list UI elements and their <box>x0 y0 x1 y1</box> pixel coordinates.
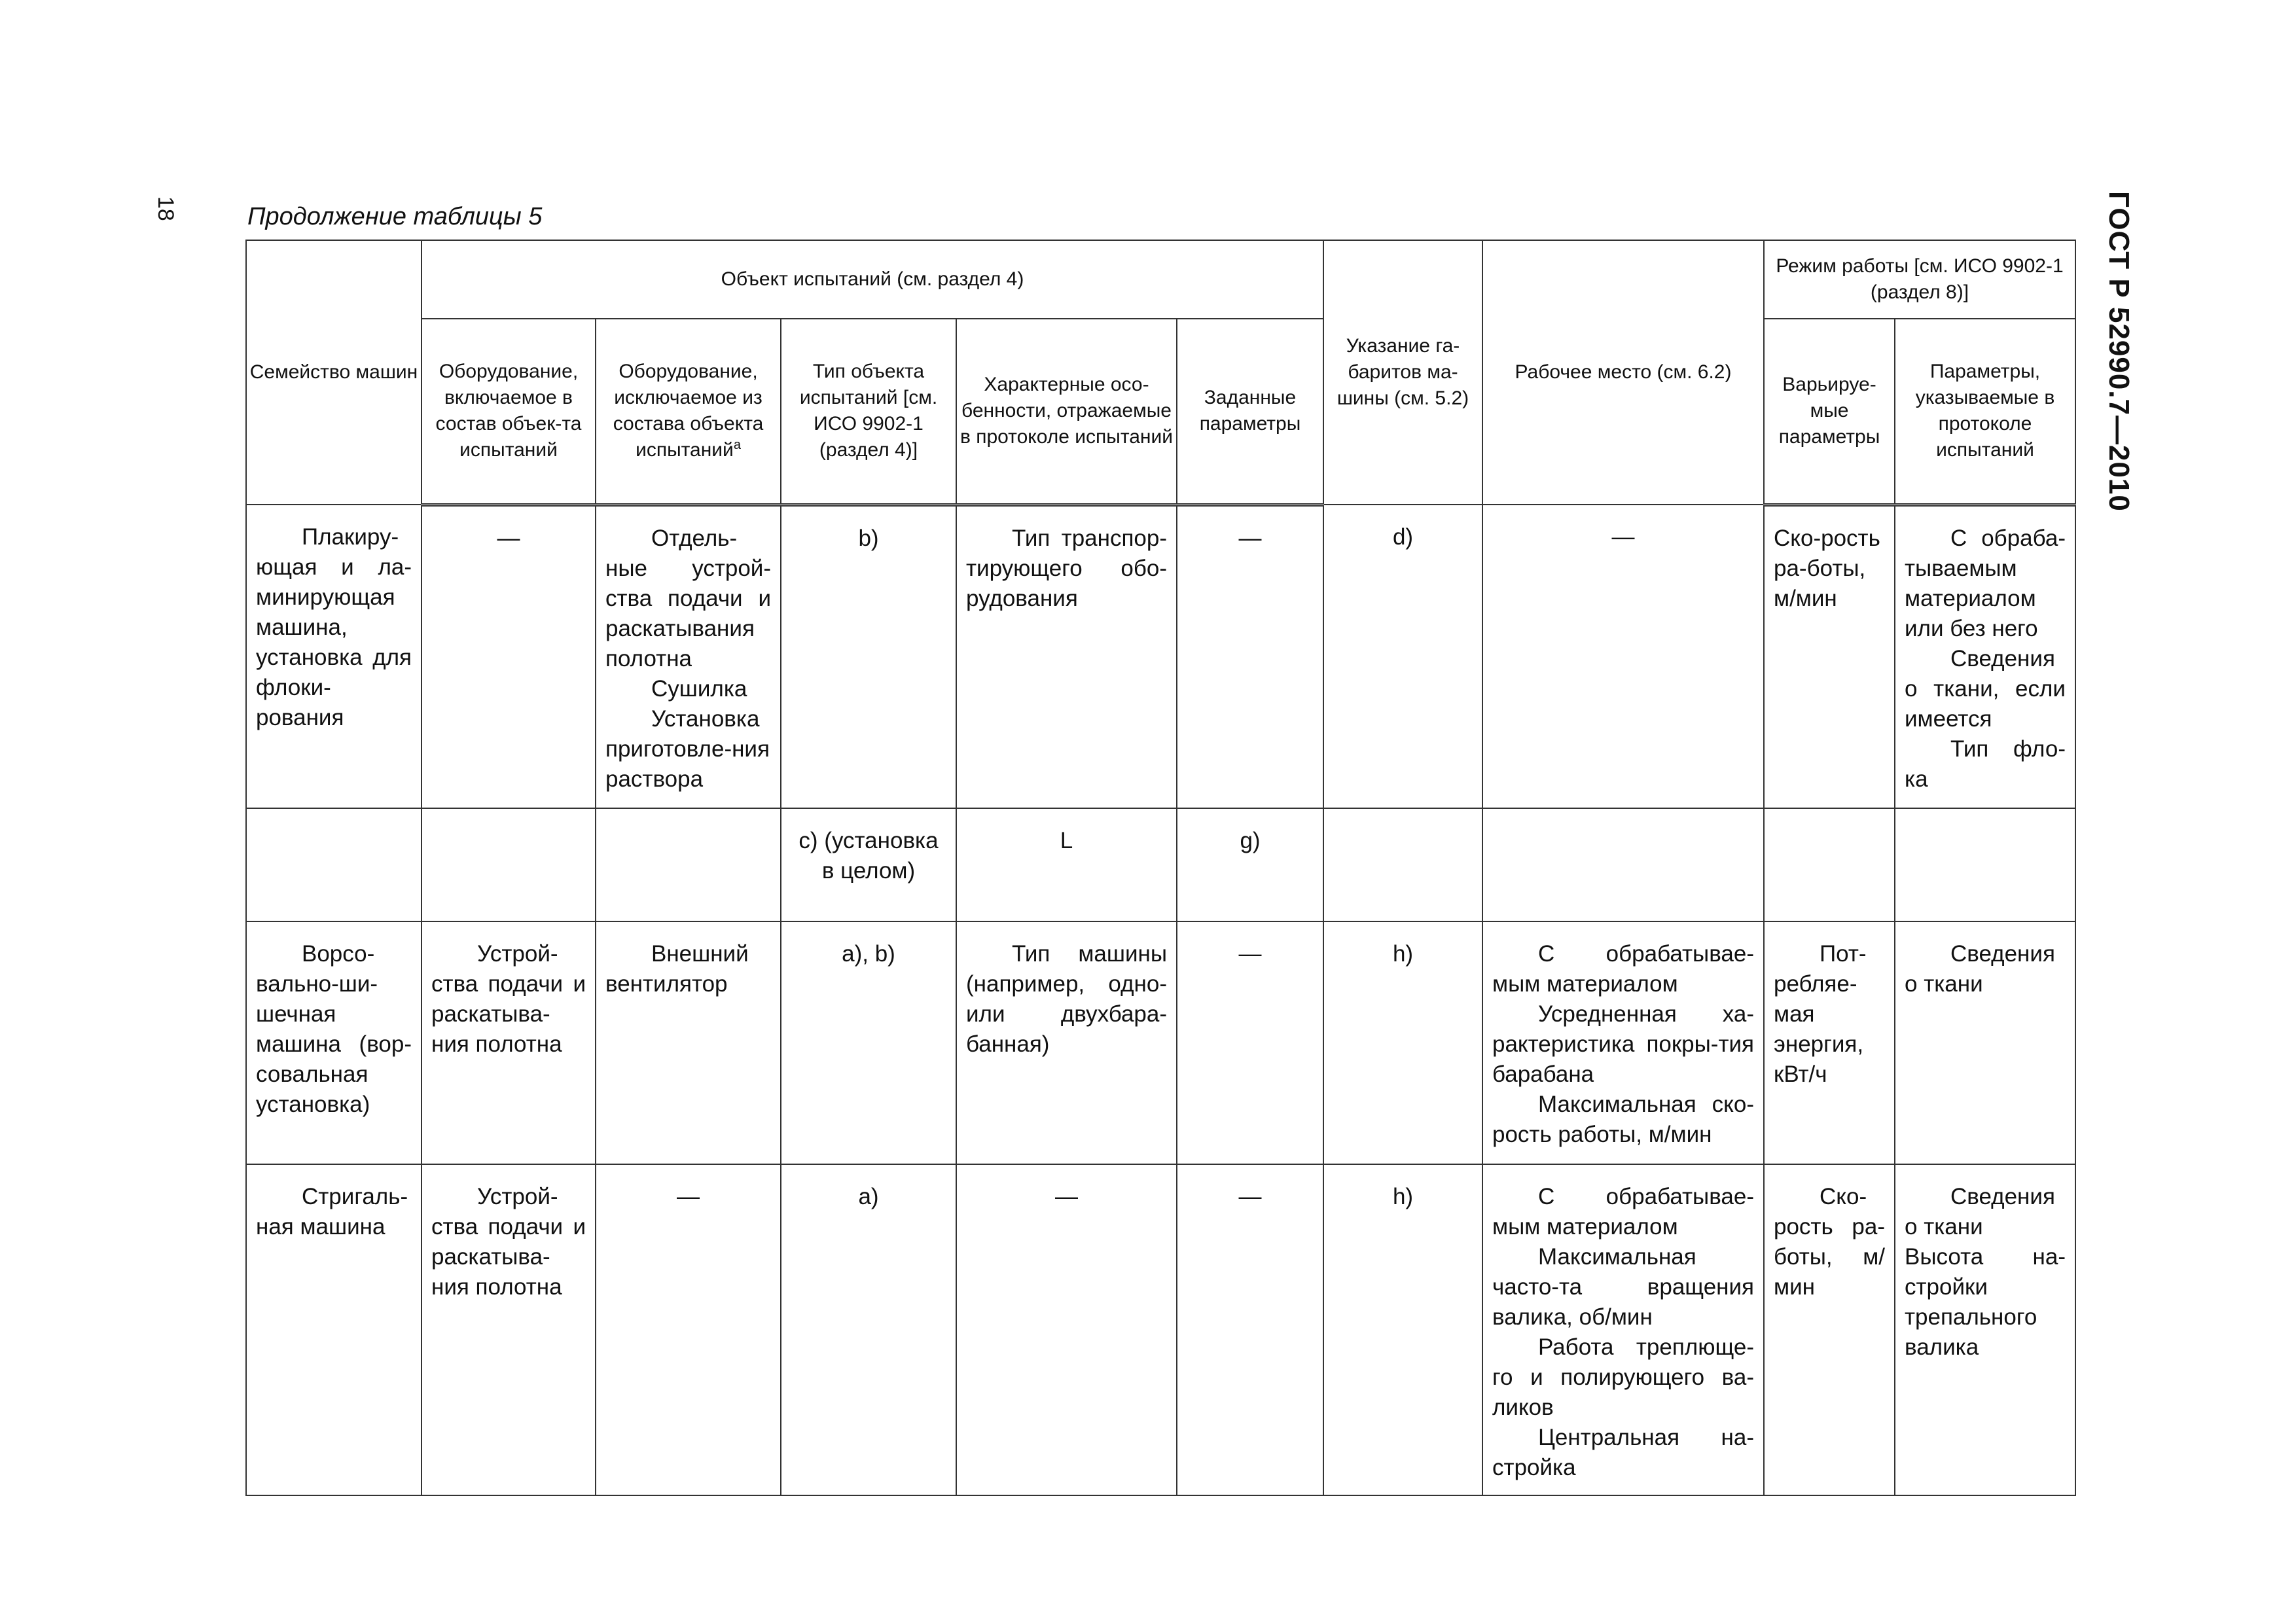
footnote-mark: a <box>733 438 741 453</box>
cell-text: Установка приготовле-ния раствора <box>605 705 770 792</box>
cell-included: — <box>422 505 596 808</box>
header-included: Оборудование, включаемое в состав объек-та испытаний <box>422 319 596 505</box>
cell-excluded <box>596 505 781 808</box>
cell-object-type: a), b) <box>781 921 956 1164</box>
cell-text: Сведения о ткани, если имеется <box>1905 645 2066 732</box>
cell-text: С обраба-тываемым материалом или без него <box>1905 525 2066 641</box>
cell-dimensions: — <box>1177 921 1323 1164</box>
cell-text: Тип фло-ка <box>1905 736 2066 792</box>
cell-features: — <box>956 1164 1177 1495</box>
header-workplace: Рабочее место (см. 6.2) <box>1482 240 1764 505</box>
cell-text: Высота на-стройки трепального валика <box>1905 1243 2066 1360</box>
cell-reported: Сведения о ткани <box>1895 921 2075 1164</box>
header-var-params: Варьируе-мые параметры <box>1764 319 1895 505</box>
header-excluded <box>596 319 781 505</box>
cell-family: Ворсо-вально-ши-шечная машина (вор-совальная установка) <box>246 921 422 1164</box>
cell-text: С обрабатывае-мым материалом <box>1492 941 1754 997</box>
cell-family: Плакиру-ющая и ла-минирующая машина, установка для флоки-рования <box>246 505 422 808</box>
cell-reported <box>1895 505 2075 808</box>
table-row <box>246 1164 2075 1495</box>
cell-features: L <box>956 808 1177 921</box>
cell-var-params: Ско-рость ра-боты, м/мин <box>1764 1164 1895 1495</box>
header-features: Характерные осо-бенности, отражаемые в протоколе испытаний <box>956 319 1177 505</box>
cell-set-params <box>1482 808 1764 921</box>
header-excluded-text: Оборудование, исключаемое из состава объекта испытаний <box>613 361 764 461</box>
cell-var-params <box>1764 808 1895 921</box>
table-row <box>246 921 2075 1164</box>
cell-var-params: Ско-рость ра-боты, м/мин <box>1764 505 1895 808</box>
cell-included: Устрой-ства подачи и раскатыва-ния полотна <box>422 921 596 1164</box>
cell-set-params <box>1482 1164 1764 1495</box>
cell-excluded <box>596 808 781 921</box>
header-dimensions: Указание га-баритов ма-шины (см. 5.2) <box>1323 240 1482 505</box>
cell-var-params: Пот-ребляе-мая энергия, кВт/ч <box>1764 921 1895 1164</box>
cell-text: С обрабатывае-мым материалом <box>1492 1183 1754 1240</box>
cell-text: Сушилка <box>651 675 747 702</box>
cell-text: Максимальная часто-та вращения валика, об/мин <box>1492 1243 1754 1330</box>
header-family: Семейство машин <box>246 240 422 505</box>
cell-workplace: h) <box>1323 1164 1482 1495</box>
cell-text: Работа треплюще-го и полирующего ва-ликов <box>1492 1334 1754 1420</box>
table-row <box>246 808 2075 921</box>
cell-features: Тип транспор-тирующего обо-рудования <box>956 505 1177 808</box>
page-number: 18 <box>153 196 178 221</box>
cell-reported <box>1895 1164 2075 1495</box>
cell-dimensions: — <box>1177 505 1323 808</box>
cell-text: Сведения о ткани <box>1905 1183 2055 1240</box>
header-set-params: Заданные параметры <box>1177 319 1323 505</box>
cell-included: Устрой-ства подачи и раскатыва-ния полотна <box>422 1164 596 1495</box>
cell-family: Стригаль-ная машина <box>246 1164 422 1495</box>
cell-dimensions: — <box>1177 1164 1323 1495</box>
cell-excluded: — <box>596 1164 781 1495</box>
cell-text: Отдель-ные устрой-ства подачи и раскатывания полотна <box>605 525 771 671</box>
cell-text: Максимальная ско-рость работы, м/мин <box>1492 1092 1754 1148</box>
cell-object-type: b) <box>781 505 956 808</box>
cell-text: Усредненная ха-рактеристика покры-тия барабана <box>1492 1001 1754 1088</box>
header-object-group: Объект испытаний (см. раздел 4) <box>422 240 1323 319</box>
cell-workplace <box>1323 808 1482 921</box>
cell-workplace: d) <box>1323 505 1482 808</box>
cell-set-params <box>1482 921 1764 1164</box>
header-reported-params: Параметры, указываемые в протоколе испытаний <box>1895 319 2075 505</box>
cell-text: Центральная на-стройка <box>1492 1424 1754 1480</box>
cell-features: Тип машины (например, одно- или двухбара-банная) <box>956 921 1177 1164</box>
cell-workplace: h) <box>1323 921 1482 1164</box>
table-5-continuation <box>245 240 2076 1496</box>
document-code: ГОСТ Р 52990.7—2010 <box>2103 191 2135 512</box>
cell-object-type: c) (установка в целом) <box>781 808 956 921</box>
header-mode-group: Режим работы [см. ИСО 9902-1 (раздел 8)] <box>1764 240 2075 319</box>
cell-reported <box>1895 808 2075 921</box>
cell-included <box>422 808 596 921</box>
header-object-type: Тип объекта испытаний [см. ИСО 9902-1 (раздел 4)] <box>781 319 956 505</box>
table-row <box>246 505 2075 808</box>
cell-object-type: a) <box>781 1164 956 1495</box>
cell-set-params: — <box>1482 505 1764 808</box>
table-caption: Продолжение таблицы 5 <box>247 203 543 230</box>
cell-excluded: Внешний вентилятор <box>596 921 781 1164</box>
cell-dimensions: g) <box>1177 808 1323 921</box>
cell-family <box>246 808 422 921</box>
